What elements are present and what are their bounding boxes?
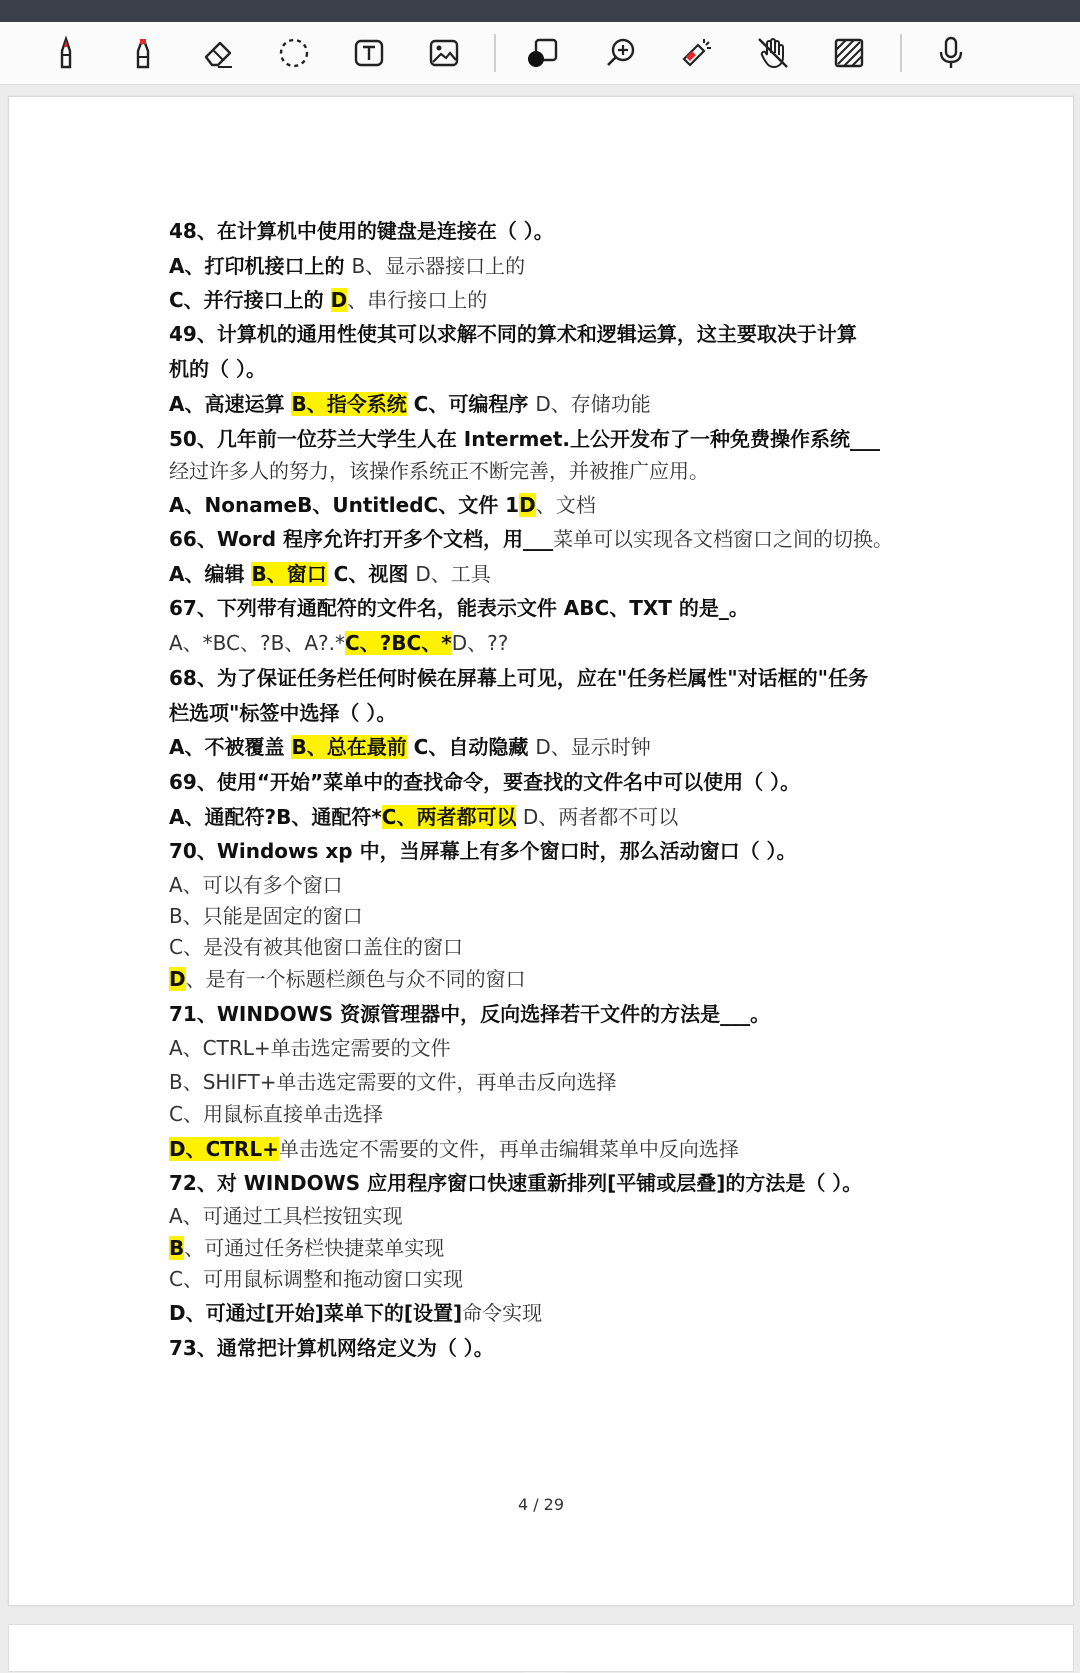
highlighted-answer: D [169,967,186,991]
text-line [169,491,596,519]
marker-pen-icon[interactable] [43,30,89,76]
text-span: A、*BC、?B、A?.* [169,631,346,655]
highlighted-answer: D [330,288,348,312]
highlighted-answer: D [519,493,536,517]
text-span: 66、Word 程序允许打开多个文档，用___ [169,527,554,551]
image-icon[interactable] [421,30,467,76]
text-line [169,1068,616,1096]
status-bar [0,0,1080,22]
text-span: 、文档 [535,493,596,517]
text-line [169,664,868,692]
text-span: A、编辑 [169,562,252,586]
text-span: 72、对 WINDOWS 应用程序窗口快速重新排列[平铺或层叠]的方法是（ ）。 [169,1171,863,1195]
text-span: 命令实现 [462,1301,543,1325]
text-line [169,803,678,831]
text-span: A、NonameB、UntitledC、文件 1 [169,493,520,517]
text-line [169,355,266,383]
text-span: 73、通常把计算机网络定义为（ ）。 [169,1336,494,1360]
text-span: C、可编程序 [406,392,536,416]
highlighted-answer: B、总在最前 [291,735,407,759]
text-span: D、工具 [415,562,491,586]
text-span: A、不被覆盖 [169,735,292,759]
text-line [169,1034,451,1062]
highlighted-answer: B [169,1236,185,1260]
text-span: 67、下列带有通配符的文件名，能表示文件 ABC、TXT 的是_。 [169,596,749,620]
text-line [169,902,363,930]
text-span: 68、为了保证任务栏任何时候在屏幕上可见，应在"任务栏属性"对话框的"任务 [169,666,869,690]
text-span: 栏选项"标签中选择（ ）。 [169,701,397,725]
document-page [8,96,1074,1606]
pattern-icon[interactable] [826,30,872,76]
text-span: 菜单可以实现各文档窗口之间的切换。 [553,527,894,551]
text-line [169,933,463,961]
text-line [169,1100,383,1128]
text-span: 经过许多人的努力，该操作系统正不断完善，并被推广应用。 [169,459,709,483]
text-line [169,320,857,348]
highlighted-answer: B、窗口 [251,562,327,586]
highlighted-answer: C、两者都可以 [381,805,517,829]
highlighted-answer: D、CTRL+ [169,1137,279,1161]
text-span: D、可通过[开始]菜单下的[设置] [169,1301,463,1325]
text-line [169,965,526,993]
text-span: D、?? [451,631,509,655]
text-span: 71、WINDOWS 资源管理器中，反向选择若干文件的方法是___。 [169,1002,771,1026]
text-line [169,837,797,865]
text-span: B、SHIFT+单击选定需要的文件，再单击反向选择 [169,1070,617,1094]
lasso-icon[interactable] [271,30,317,76]
text-line [169,425,880,453]
text-span: C、自动隐藏 [406,735,536,759]
text-line [169,733,651,761]
text-span: 、可通过任务栏快捷菜单实现 [184,1236,445,1260]
text-span: A、可通过工具栏按钮实现 [169,1204,403,1228]
text-line [169,1299,542,1327]
text-span: A、打印机接口上的 [169,254,352,278]
text-box-icon[interactable] [346,30,392,76]
annotation-toolbar [0,22,1080,85]
text-line [169,1202,403,1230]
text-line [169,286,487,314]
text-span: 、是有一个标题栏颜色与众不同的窗口 [185,967,526,991]
text-line [169,768,800,796]
zoom-icon[interactable] [598,30,644,76]
text-span: 70、Windows xp 中，当屏幕上有多个窗口时，那么活动窗口（ ）。 [169,839,797,863]
text-span: 69、使用“开始”菜单中的查找命令，要查找的文件名中可以使用（ ）。 [169,770,801,794]
text-span: C、是没有被其他窗口盖住的窗口 [169,935,463,959]
toolbar-divider [900,34,902,72]
text-line [169,1234,444,1262]
text-line [169,390,651,418]
text-line [169,1334,494,1362]
laser-pointer-icon[interactable] [673,30,719,76]
hand-pan-icon[interactable] [750,30,796,76]
text-span: C、可用鼠标调整和拖动窗口实现 [169,1267,463,1291]
text-line [169,1169,862,1197]
toolbar-divider [494,34,496,72]
text-line [169,699,396,727]
highlighted-answer: B、指令系统 [291,392,407,416]
text-line [169,560,491,588]
text-line [169,217,554,245]
text-span: A、高速运算 [169,392,292,416]
text-span: D、两者都不可以 [516,805,679,829]
shapes-icon[interactable] [519,30,565,76]
microphone-icon[interactable] [928,30,974,76]
text-line [169,1000,770,1028]
highlighted-answer: C、?BC、* [345,631,452,655]
text-span: D、存储功能 [535,392,651,416]
text-line [169,1265,463,1293]
text-span: A、可以有多个窗口 [169,873,343,897]
text-span: B、显示器接口上的 [351,254,526,278]
text-span: 50、几年前一位芬兰大学生人在 Intermet.上公开发布了一种免费操作系统___ [169,427,881,451]
next-page-preview [8,1624,1074,1672]
text-span: C、用鼠标直接单击选择 [169,1102,383,1126]
text-span: A、CTRL+单击选定需要的文件 [169,1036,451,1060]
text-line [169,457,709,485]
eraser-icon[interactable] [195,30,241,76]
text-span: A、通配符?B、通配符* [169,805,382,829]
text-line [169,629,508,657]
text-line [169,594,749,622]
highlighter-icon[interactable] [120,30,166,76]
page-number: 4 / 29 [517,1495,565,1514]
text-line [169,1135,739,1163]
text-span: C、视图 [326,562,416,586]
text-span: 单击选定不需要的文件，再单击编辑菜单中反向选择 [278,1137,739,1161]
text-span: 机的（ ）。 [169,357,266,381]
text-line [169,871,343,899]
text-line [169,525,893,553]
text-line [169,252,525,280]
text-span: C、并行接口上的 [169,288,331,312]
text-span: 49、计算机的通用性使其可以求解不同的算术和逻辑运算，这主要取决于计算 [169,322,857,346]
text-span: D、显示时钟 [535,735,651,759]
text-span: 、串行接口上的 [347,288,488,312]
text-span: B、只能是固定的窗口 [169,904,363,928]
text-span: 48、在计算机中使用的键盘是连接在（ ）。 [169,219,554,243]
